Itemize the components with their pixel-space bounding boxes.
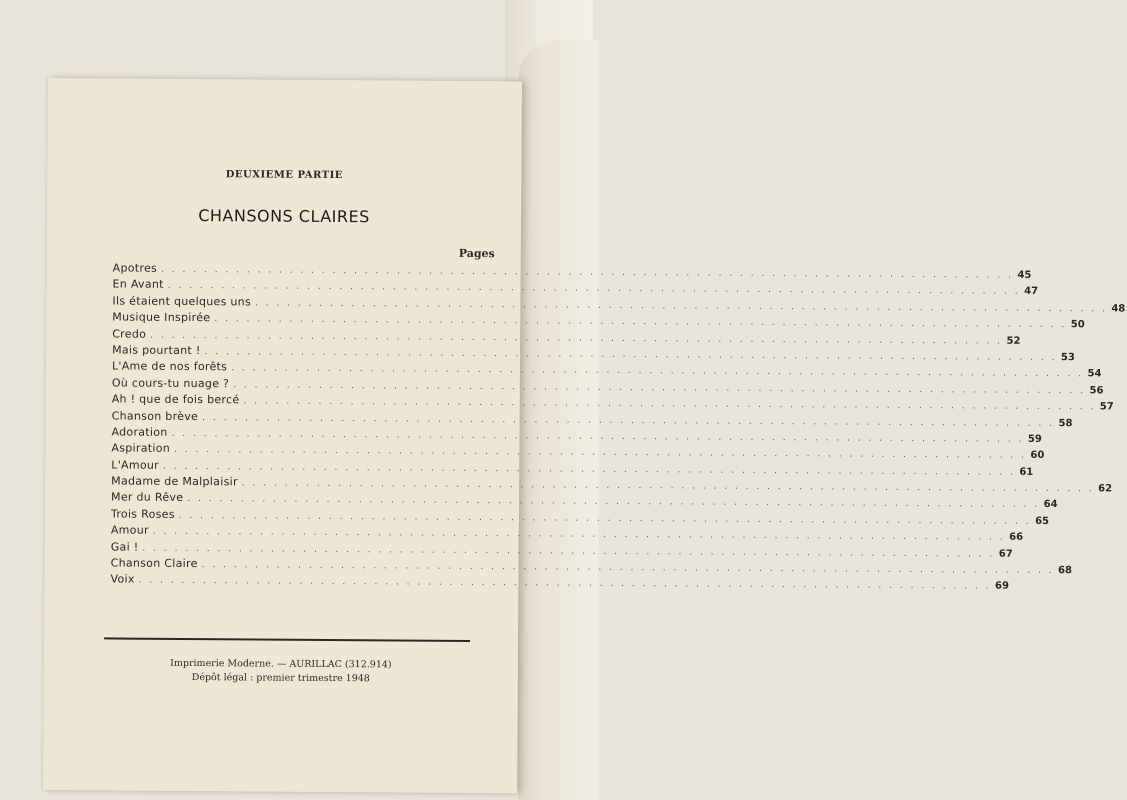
dot-leader: . . . . . . . . . . . . . . . . . . . . . . . . . . . . . . . . . . . . . . . . . . . . . . . . . . . . . . . . . . . . . . . . . . . . . . . . . . . . . . . . [243,396,1096,413]
table-of-contents [110,261,1126,593]
toc-entry-title: L'Amour [111,458,160,472]
toc-entry-page: 48 [1111,303,1126,315]
dot-leader: . . . . . . . . . . . . . . . . . . . . . . . . . . . . . . . . . . . . . . . . . . . . . . . . . . . . . . . . . . . . . . . . . . . . . . . . . . . . . . . . [152,526,1006,543]
dot-leader: . . . . . . . . . . . . . . . . . . . . . . . . . . . . . . . . . . . . . . . . . . . . . . . . . . . . . . . . . . . . . . . . . . . . . . . . . . . . . . . . [167,281,1021,298]
toc-entry-title: Chanson brève [111,408,199,423]
part-label: DEUXIEME PARTIE [225,169,343,182]
toc-entry-page: 60 [1030,450,1045,462]
toc-entry-page: 64 [1043,499,1058,511]
dot-leader: . . . . . . . . . . . . . . . . . . . . . . . . . . . . . . . . . . . . . . . . . . . . . . . . . . . . . . . . . . . . . . . . . . . . . . . . . . . . . . . . [231,363,1084,380]
toc-entry [110,572,1009,593]
dot-leader: . . . . . . . . . . . . . . . . . . . . . . . . . . . . . . . . . . . . . . . . . . . . . . . . . . . . . . . . . . . . . . . . . . . . . . . . . . . . . . . . [138,576,992,593]
toc-entry-title: Ah ! que de fois bercé [111,392,240,407]
dot-leader: . . . . . . . . . . . . . . . . . . . . . . . . . . . . . . . . . . . . . . . . . . . . . . . . . . . . . . . . . . . . . . . . . . . . . . . . . . . . . . . . [142,543,995,560]
dot-leader: . . . . . . . . . . . . . . . . . . . . . . . . . . . . . . . . . . . . . . . . . . . . . . . . . . . . . . . . . . . . . . . . . . . . . . . . . . . . . . . . [204,347,1057,364]
imprint-line-1: Imprimerie Moderne. — AURILLAC (312.914) [170,657,392,671]
toc-entry-page: 66 [1009,531,1024,544]
dot-leader: . . . . . . . . . . . . . . . . . . . . . . . . . . . . . . . . . . . . . . . . . . . . . . . . . . . . . . . . . . . . . . . . . . . . . . . . . . . . . . . . [254,298,1108,315]
toc-entry-title: Mer du Rêve [111,490,184,505]
toc-entry-title: Madame de Malplaisir [111,474,238,489]
toc-entry-title: Où cours-tu nuage ? [111,376,230,391]
divider-rule [104,637,470,642]
toc-entry-title: Musique Inspirée [112,310,211,325]
dot-leader: . . . . . . . . . . . . . . . . . . . . . . . . . . . . . . . . . . . . . . . . . . . . . . . . . . . . . . . . . . . . . . . . . . . . . . . . . . . . . . . . [214,314,1067,331]
toc-entry-title: Apotres [112,261,158,275]
dot-leader: . . . . . . . . . . . . . . . . . . . . . . . . . . . . . . . . . . . . . . . . . . . . . . . . . . . . . . . . . . . . . . . . . . . . . . . . . . . . . . . . [174,445,1027,462]
toc-entry-page: 53 [1060,352,1075,364]
dot-leader: . . . . . . . . . . . . . . . . . . . . . . . . . . . . . . . . . . . . . . . . . . . . . . . . . . . . . . . . . . . . . . . . . . . . . . . . . . . . . . . . [187,494,1040,511]
toc-entry-title: Credo [112,327,147,341]
dot-leader: . . . . . . . . . . . . . . . . . . . . . . . . . . . . . . . . . . . . . . . . . . . . . . . . . . . . . . . . . . . . . . . . . . . . . . . . . . . . . . . . [162,461,1016,478]
pages-column-header: Pages [458,246,495,261]
dot-leader: . . . . . . . . . . . . . . . . . . . . . . . . . . . . . . . . . . . . . . . . . . . . . . . . . . . . . . . . . . . . . . . . . . . . . . . . . . . . . . . . [161,264,1014,281]
toc-entry-title: En Avant [112,277,164,292]
toc-entry-page: 61 [1019,466,1034,478]
dot-leader: . . . . . . . . . . . . . . . . . . . . . . . . . . . . . . . . . . . . . . . . . . . . . . . . . . . . . . . . . . . . . . . . . . . . . . . . . . . . . . . . [241,478,1095,495]
toc-entry-title: Gai ! [110,540,139,554]
dot-leader: . . . . . . . . . . . . . . . . . . . . . . . . . . . . . . . . . . . . . . . . . . . . . . . . . . . . . . . . . . . . . . . . . . . . . . . . . . . . . . . . [171,428,1024,445]
dot-leader: . . . . . . . . . . . . . . . . . . . . . . . . . . . . . . . . . . . . . . . . . . . . . . . . . . . . . . . . . . . . . . . . . . . . . . . . . . . . . . . . [178,510,1032,527]
toc-entry-page: 68 [1058,565,1072,577]
dot-leader: . . . . . . . . . . . . . . . . . . . . . . . . . . . . . . . . . . . . . . . . . . . . . . . . . . . . . . . . . . . . . . . . . . . . . . . . . . . . . . . . [233,380,1086,396]
toc-entry-title: Mais pourtant ! [112,343,201,358]
toc-entry-page: 65 [1035,515,1050,527]
toc-entry-title: Ils étaient quelques uns [112,294,252,309]
toc-entry-title: Aspiration [111,441,171,456]
toc-entry-title: Chanson Claire [110,556,198,571]
toc-entry-page: 67 [998,548,1013,560]
toc-entry-page: 54 [1087,368,1102,380]
toc-entry-title: Voix [110,572,135,587]
toc-entry-title: Trois Roses [110,507,175,521]
imprint-line-2: Dépôt légal : premier trimestre 1948 [191,672,370,685]
toc-entry-page: 56 [1089,385,1104,397]
section-title: CHANSONS CLAIRES [198,206,370,227]
toc-entry-page: 62 [1098,483,1113,495]
toc-entry-page: 52 [1006,335,1021,347]
toc-entry-page: 58 [1058,417,1073,429]
imprint [44,656,518,687]
toc-entry-title: Amour [110,523,149,537]
dot-leader: . . . . . . . . . . . . . . . . . . . . . . . . . . . . . . . . . . . . . . . . . . . . . . . . . . . . . . . . . . . . . . . . . . . . . . . . . . . . . . . . [201,560,1055,577]
toc-entry-page: 57 [1099,401,1114,413]
toc-entry-title: L'Ame de nos forêts [111,359,228,374]
dot-leader: . . . . . . . . . . . . . . . . . . . . . . . . . . . . . . . . . . . . . . . . . . . . . . . . . . . . . . . . . . . . . . . . . . . . . . . . . . . . . . . . [150,330,1003,347]
toc-entry-page: 45 [1017,269,1032,281]
toc-entry-title: Adoration [111,425,168,439]
toc-entry-page: 69 [994,581,1009,593]
book-page [43,78,1126,793]
toc-entry-page: 59 [1027,433,1042,445]
toc-entry-page: 47 [1024,286,1039,298]
dot-leader: . . . . . . . . . . . . . . . . . . . . . . . . . . . . . . . . . . . . . . . . . . . . . . . . . . . . . . . . . . . . . . . . . . . . . . . . . . . . . . . . [202,412,1055,429]
toc-entry-page: 50 [1070,319,1085,331]
